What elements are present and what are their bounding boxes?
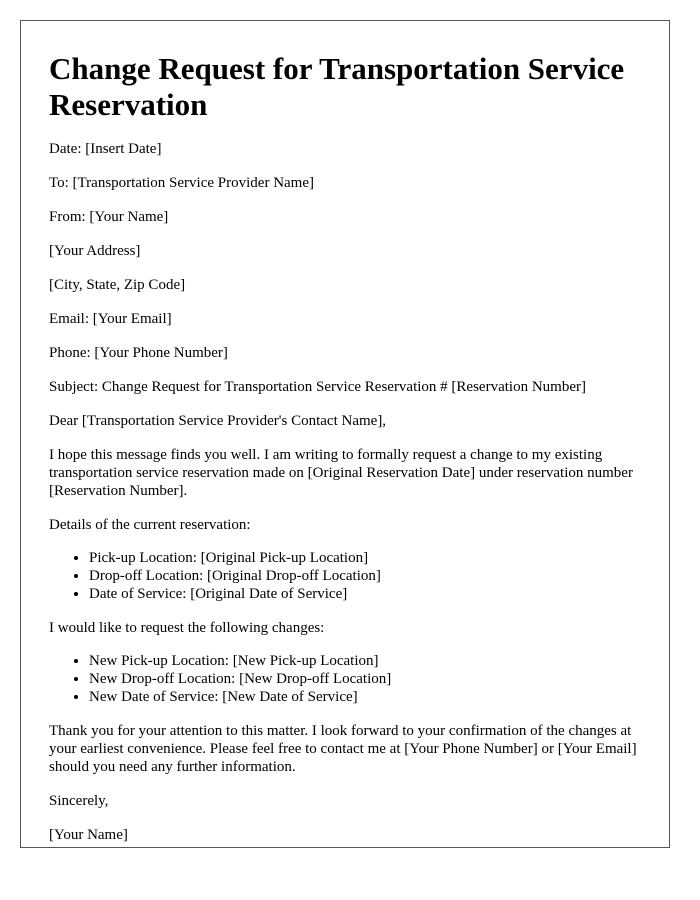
salutation: Dear [Transportation Service Provider's Contact Name], [49,413,387,429]
recipient-line: To: [Transportation Service Provider Name] [49,175,315,191]
list-item: • New Drop-off Location: [New Drop-off Location] [89,670,649,688]
date-line: Date: [Insert Date] [49,141,162,157]
current-reservation-list [49,549,649,603]
sign-off: Sincerely, [49,793,109,809]
requested-changes-list [49,652,649,706]
closing-paragraph: Thank you for your attention to this matter. I look forward to your confirmation of the changes at your earliest convenience. Please feel free to contact me at [Your Phone Number] or [Your Email] should you need any further information. [49,723,637,775]
sender-email: Email: [Your Email] [49,311,172,327]
sender-city-state-zip: [City, State, Zip Code] [49,277,186,293]
intro-paragraph: I hope this message finds you well. I am writing to formally request a change to my existing transportation service reservation made on [Original Reservation Date] under reservation number [Reservation Number]. [49,447,633,499]
list-item: • New Date of Service: [New Date of Service] [89,688,649,706]
list-item: • Drop-off Location: [Original Drop-off Location] [89,567,649,585]
signature-name: [Your Name] [49,827,128,843]
list-item: • Pick-up Location: [Original Pick-up Location] [89,549,649,567]
list-item: • Date of Service: [Original Date of Service] [89,585,649,603]
letter-document [20,20,670,848]
sender-address: [Your Address] [49,243,141,259]
current-reservation-heading: Details of the current reservation: [49,517,251,533]
letter-title: Change Request for Transportation Service Reservation [49,51,625,122]
subject-line: Subject: Change Request for Transportation Service Reservation # [Reservation Number] [49,379,586,395]
list-item: • New Pick-up Location: [New Pick-up Location] [89,652,649,670]
requested-changes-heading: I would like to request the following changes: [49,620,325,636]
sender-phone: Phone: [Your Phone Number] [49,345,228,361]
sender-line: From: [Your Name] [49,209,169,225]
